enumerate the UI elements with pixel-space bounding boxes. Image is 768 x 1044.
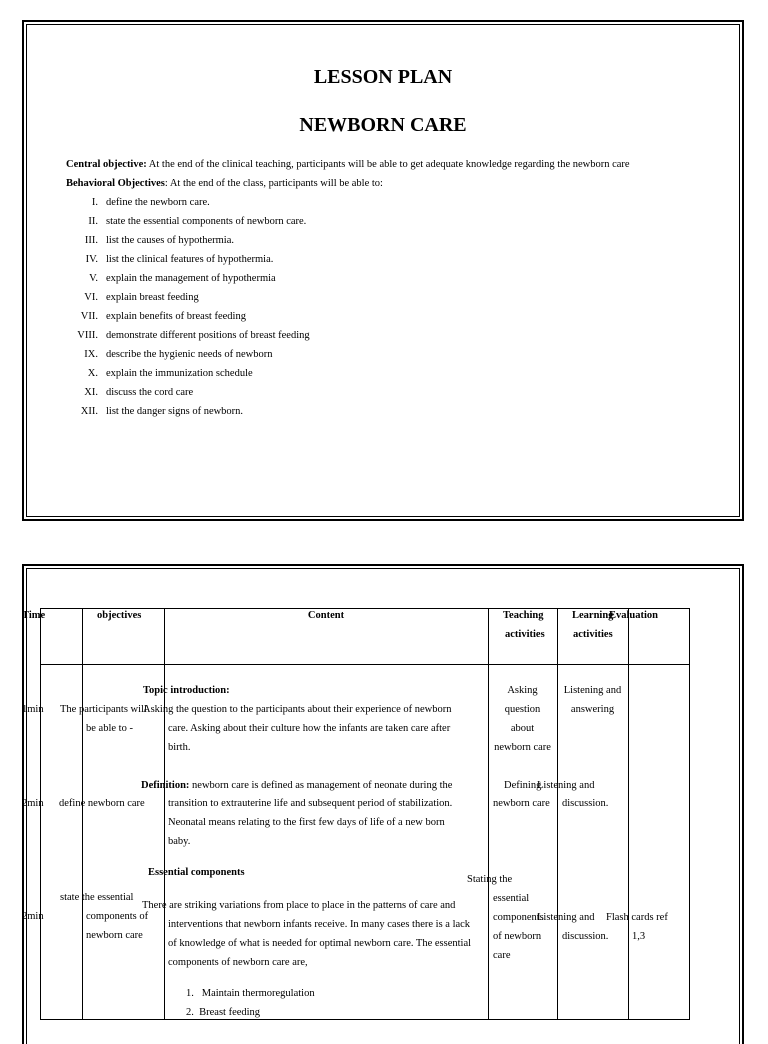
row3-time: 2min — [22, 911, 44, 922]
row2-content-0: Definition: newborn care is defined as management of neonate during the — [141, 780, 453, 791]
row2-teaching-2: newborn care — [493, 798, 550, 809]
objective-number: XII. — [80, 406, 98, 417]
row1-teaching-2: question — [504, 704, 541, 715]
row2-time: 2min — [22, 798, 44, 809]
row3-teaching-5: care — [493, 950, 511, 961]
objective-text: explain benefits of breast feeding — [106, 311, 246, 322]
page-subtitle: NEWBORN CARE — [299, 114, 467, 136]
row1-content-3: birth. — [168, 742, 191, 753]
row1-objective-1: The participants will — [60, 704, 147, 715]
lesson-table-page — [22, 564, 744, 1044]
row2-content-2: Neonatal means relating to the first few days of life of a new born — [168, 817, 445, 828]
objective-number: II. — [88, 216, 98, 227]
objective-text: explain breast feeding — [106, 292, 199, 303]
objective-number: III. — [84, 235, 98, 246]
row2-content-3: baby. — [168, 836, 191, 847]
row1-teaching-1: Asking — [507, 685, 538, 696]
objective-text: explain the immunization schedule — [106, 368, 253, 379]
objective-number: IX. — [84, 349, 98, 360]
row3-evaluation-2: 1,3 — [632, 931, 646, 942]
row3-content-1: There are striking variations from place to place in the patterns of care and — [142, 900, 456, 911]
objective-number: IV. — [85, 254, 98, 265]
objective-number: I. — [91, 197, 98, 208]
row1-teaching-4: newborn care — [494, 742, 551, 753]
row2-learning-1: Listening and — [537, 780, 595, 791]
row3-content-3: of knowledge of what is needed for optimal newborn care. The essential — [168, 938, 472, 949]
row3-teaching-3: components — [493, 912, 544, 923]
objective-text: describe the hygienic needs of newborn — [106, 349, 273, 360]
objective-text: demonstrate different positions of breast feeding — [106, 330, 310, 341]
row3-content-4: components of newborn care are, — [168, 957, 308, 968]
objective-number: VI. — [84, 292, 98, 303]
header-teaching-2: activities — [505, 629, 545, 640]
header-learning-2: activities — [573, 629, 613, 640]
row2-teaching-1: Defining — [504, 780, 542, 791]
header-content: Content — [307, 610, 345, 621]
objective-text: list the clinical features of hypothermia. — [106, 254, 274, 265]
row3-teaching-4: of newborn — [493, 931, 542, 942]
objective-text: list the danger signs of newborn. — [106, 406, 244, 417]
row3-evaluation-1: Flash cards ref — [606, 912, 668, 923]
row1-content-1: Asking the question to the participants about their experience of newborn — [143, 704, 452, 715]
row3-teaching-1: Stating the — [467, 874, 513, 885]
row2-objective: define newborn care — [59, 798, 145, 809]
row3-learning-1: Listening and — [537, 912, 595, 923]
row1-teaching-3: about — [510, 723, 535, 734]
row3-list-item-2: 2. Breast feeding — [186, 1007, 261, 1018]
central-objective: Central objective: At the end of the clinical teaching, participants will be able to get adequate knowledge regarding the newborn care — [66, 159, 630, 170]
row3-teaching-2: essential — [493, 893, 530, 904]
header-time: Time — [22, 610, 46, 621]
lesson-plan-page — [22, 20, 744, 521]
objective-number: X. — [87, 368, 98, 379]
row3-content-2: interventions that newborn infants receive. In many cases there is a lack — [168, 919, 471, 930]
row1-objective-2: be able to - — [86, 723, 133, 734]
objective-text: state the essential components of newborn care. — [106, 216, 307, 227]
objective-number: XI. — [84, 387, 98, 398]
header-evaluation: Evaluation — [609, 610, 659, 621]
row3-objective-3: newborn care — [86, 930, 143, 941]
row3-list-item-1: 1. Maintain thermoregulation — [186, 988, 315, 999]
row2-content-1: transition to extrauterine life and subsequent period of stabilization. — [168, 798, 453, 809]
row3-learning-2: discussion. — [562, 931, 609, 942]
row3-objective-1: state the essential — [60, 892, 134, 903]
row3-objective-2: components of — [86, 911, 149, 922]
row1-heading: Topic introduction: — [143, 685, 230, 696]
behavioral-objectives: Behavioral Objectives: At the end of the class, participants will be able to: — [66, 178, 383, 189]
row3-heading: Essential components — [148, 867, 245, 878]
row1-content-2: care. Asking about their culture how the infants are taken care after — [168, 723, 451, 734]
header-objectives: objectives — [97, 610, 142, 621]
objective-number: V. — [89, 273, 98, 284]
header-teaching-1: Teaching — [503, 610, 544, 621]
row1-learning-2: answering — [570, 704, 615, 715]
row2-learning-2: discussion. — [562, 798, 609, 809]
objective-number: VIII. — [77, 330, 98, 341]
row1-time: 1min — [22, 704, 44, 715]
objective-text: discuss the cord care — [106, 387, 194, 398]
objective-number: VII. — [80, 311, 98, 322]
row1-learning-1: Listening and — [563, 685, 622, 696]
page-title: LESSON PLAN — [313, 66, 453, 88]
objective-text: define the newborn care. — [106, 197, 210, 208]
objective-text: explain the management of hypothermia — [106, 273, 276, 284]
header-learning-1: Learning — [572, 610, 614, 621]
objective-text: list the causes of hypothermia. — [106, 235, 235, 246]
